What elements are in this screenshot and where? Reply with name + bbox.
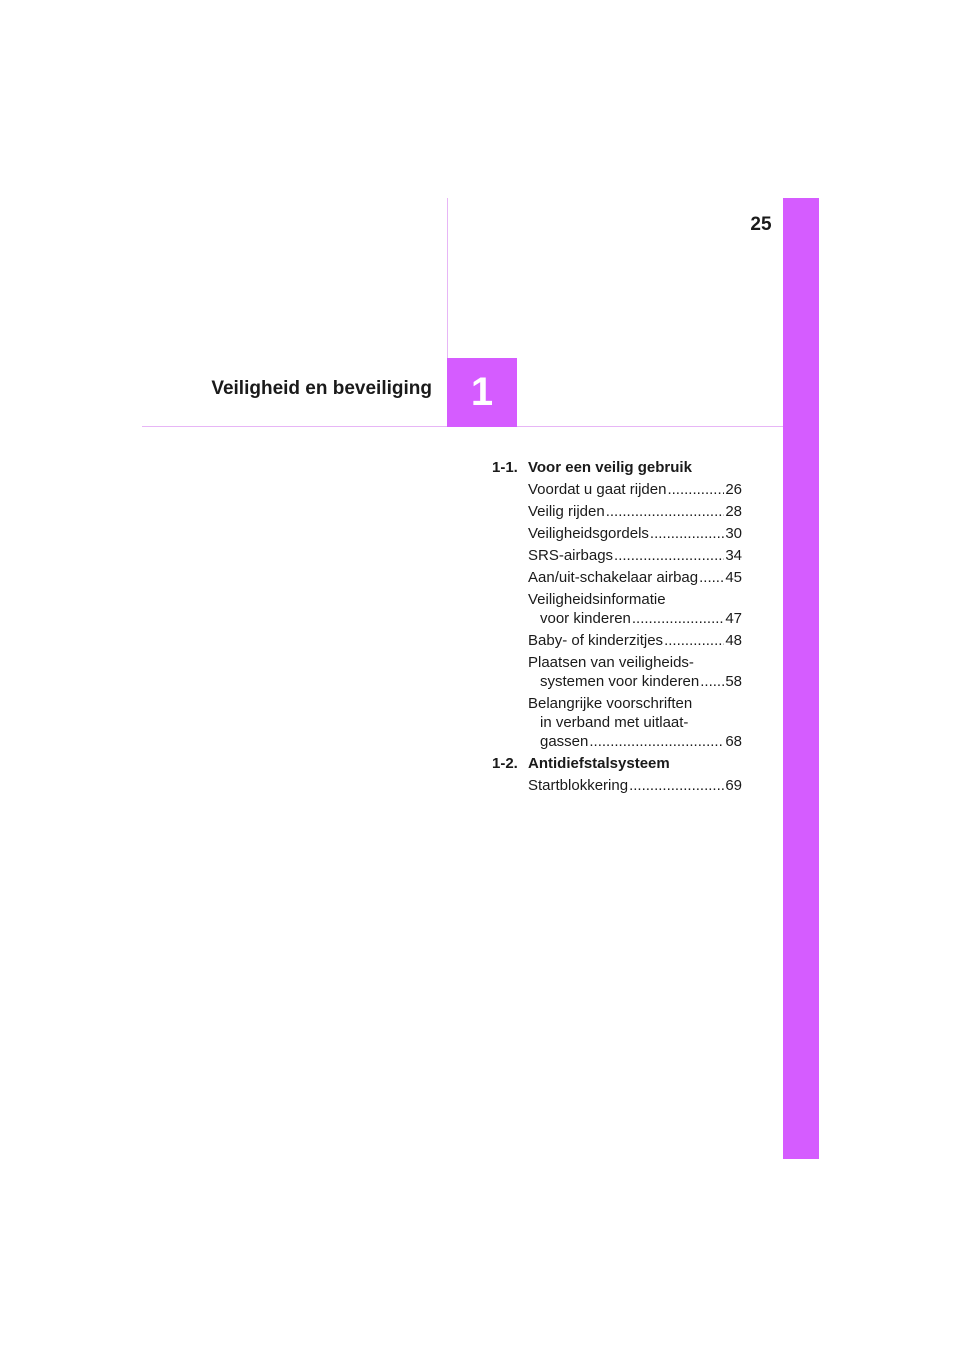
toc-page-number: 26	[725, 481, 742, 498]
section-title: Voor een veilig gebruik	[528, 459, 692, 476]
toc-page-number: 68	[725, 733, 742, 750]
toc-page-number: 45	[725, 569, 742, 586]
dot-leader	[589, 732, 724, 751]
toc-page-number: 30	[725, 525, 742, 542]
toc-entry-line	[528, 590, 742, 609]
section-number: 1-2.	[492, 755, 518, 772]
toc-section-heading	[492, 754, 742, 773]
toc-entry-text: Startblokkering	[528, 777, 629, 794]
toc-entry-line	[528, 653, 742, 672]
toc-entry-text: Belangrijke voorschriften	[528, 695, 693, 712]
toc-entry-text: voor kinderen	[540, 610, 631, 627]
toc-section-heading	[492, 458, 742, 477]
dot-leader	[614, 546, 724, 565]
section-title: Antidiefstalsysteem	[528, 755, 670, 772]
toc-entry-line	[528, 672, 742, 691]
dot-leader	[667, 480, 724, 499]
toc-page-number: 34	[725, 547, 742, 564]
toc-page-number: 48	[725, 632, 742, 649]
toc-entry[interactable]	[528, 590, 742, 628]
toc-entry-text: Plaatsen van veiligheids-	[528, 654, 694, 671]
toc-entry-line	[528, 776, 742, 795]
page-number: 25	[750, 214, 772, 235]
toc-entry-line	[528, 631, 742, 650]
toc-entry-text: Aan/uit-schakelaar airbag	[528, 569, 699, 586]
toc-entry-line	[528, 609, 742, 628]
toc-page-number: 69	[725, 777, 742, 794]
toc-entry[interactable]	[528, 776, 742, 795]
toc-entry-line	[528, 502, 742, 521]
toc-entry[interactable]	[528, 502, 742, 521]
toc-entry[interactable]	[528, 631, 742, 650]
toc-entry-text: SRS-airbags	[528, 547, 614, 564]
toc-entry-line	[528, 480, 742, 499]
toc-entry[interactable]	[528, 546, 742, 565]
toc-entry-text: Veilig rijden	[528, 503, 605, 520]
toc-entry-text: Veiligheidsinformatie	[528, 591, 666, 608]
toc-entry-line	[528, 568, 742, 587]
toc-entry-text: Veiligheidsgordels	[528, 525, 649, 542]
toc-entry-text: Voordat u gaat rijden	[528, 481, 667, 498]
toc-entry-line	[528, 694, 742, 713]
section-number: 1-1.	[492, 459, 518, 476]
vertical-divider	[447, 198, 448, 358]
dot-leader	[606, 502, 725, 521]
toc-entry-text: Baby- of kinderzitjes	[528, 632, 664, 649]
toc-entry-text: in verband met uitlaat-	[540, 714, 689, 731]
dot-leader	[632, 609, 724, 628]
toc-page-number: 47	[725, 610, 742, 627]
toc-entry-line	[528, 546, 742, 565]
table-of-contents	[492, 458, 742, 798]
toc-entry[interactable]	[528, 568, 742, 587]
chapter-title: Veiligheid en beveiliging	[211, 378, 432, 399]
toc-entry[interactable]	[528, 524, 742, 543]
dot-leader	[650, 524, 724, 543]
chapter-side-tab	[783, 198, 819, 1159]
toc-entry[interactable]	[528, 694, 742, 751]
toc-entry[interactable]	[528, 653, 742, 691]
toc-entry-text: systemen voor kinderen	[540, 673, 700, 690]
chapter-number-box: 1	[447, 358, 517, 427]
dot-leader	[699, 568, 724, 587]
toc-page-number: 58	[725, 673, 742, 690]
toc-entry-line	[528, 713, 742, 732]
toc-entry-line	[528, 732, 742, 751]
toc-entry[interactable]	[528, 480, 742, 499]
toc-page-number: 28	[725, 503, 742, 520]
toc-entry-text: gassen	[540, 733, 589, 750]
dot-leader	[700, 672, 724, 691]
dot-leader	[664, 631, 724, 650]
dot-leader	[629, 776, 724, 795]
toc-entry-line	[528, 524, 742, 543]
